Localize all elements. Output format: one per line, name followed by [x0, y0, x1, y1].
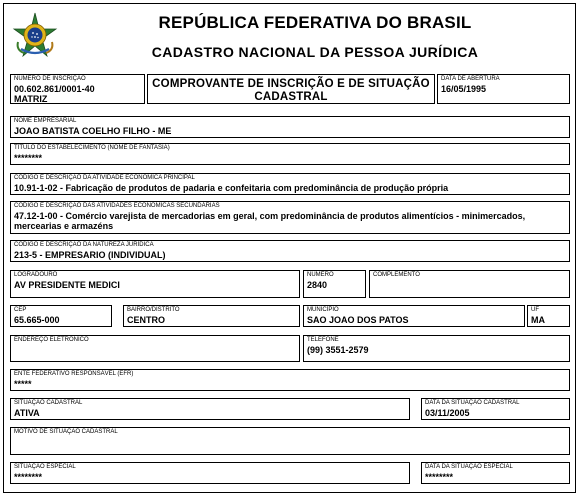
field-label: DATA DE ABERTURA: [441, 76, 500, 82]
field-value: 65.665-000: [14, 315, 60, 325]
field-label: MUNICÍPIO: [307, 307, 339, 313]
field-nome-fantasia: [10, 143, 570, 165]
field-value: 00.602.861/0001-40: [14, 84, 95, 94]
field-label: CÓDIGO E DESCRIÇÃO DA NATUREZA JURÍDICA: [14, 242, 154, 248]
field-label: TÍTULO DO ESTABELECIMENTO (NOME DE FANTASIA): [14, 145, 170, 151]
field-label: ENTE FEDERATIVO RESPONSÁVEL (EFR): [14, 371, 134, 377]
comprovante-line-2: CADASTRAL: [254, 91, 328, 103]
field-label: NÚMERO: [307, 272, 334, 278]
field-value: SAO JOAO DOS PATOS: [307, 315, 409, 325]
field-numero: [303, 270, 366, 298]
field-label: MOTIVO DE SITUAÇÃO CADASTRAL: [14, 429, 118, 435]
field-value: 213-5 - EMPRESARIO (INDIVIDUAL): [14, 250, 166, 260]
field-telefone: [303, 335, 570, 362]
field-label: NÚMERO DE INSCRIÇÃO: [14, 76, 86, 82]
field-value: 16/05/1995: [441, 84, 487, 94]
field-nome-empresarial: [10, 116, 570, 138]
field-label: TELEFONE: [307, 337, 339, 343]
field-label: ENDEREÇO ELETRÔNICO: [14, 337, 89, 343]
field-label: COMPLEMENTO: [373, 272, 420, 278]
brazil-coat-of-arms-icon: [12, 12, 58, 58]
field-atividades-secundarias: [10, 201, 570, 234]
field-value: (99) 3551-2579: [307, 345, 369, 355]
field-label: NOME EMPRESARIAL: [14, 118, 77, 124]
field-label: LOGRADOURO: [14, 272, 58, 278]
field-value: AV PRESIDENTE MEDICI: [14, 280, 120, 290]
field-value: *****: [14, 379, 32, 389]
field-label: CEP: [14, 307, 27, 313]
field-data-situacao-cadastral: [421, 398, 570, 420]
field-natureza-juridica: [10, 240, 570, 262]
field-value: 10.91-1-02 - Fabricação de produtos de padaria e confeitaria com predominância de produção própria: [14, 183, 449, 193]
field-uf: [527, 305, 570, 327]
field-data-situacao-especial: [421, 462, 570, 484]
field-value: MA: [531, 315, 545, 325]
field-label: CÓDIGO E DESCRIÇÃO DAS ATIVIDADES ECONÔMICAS SECUNDÁRIAS: [14, 203, 220, 209]
field-label: SITUAÇÃO CADASTRAL: [14, 400, 83, 406]
field-atividade-principal: [10, 173, 570, 195]
field-endereco-eletronico: [10, 335, 300, 362]
field-data-abertura: [437, 74, 570, 104]
field-value-matriz: MATRIZ: [14, 94, 48, 104]
field-value: ********: [14, 153, 43, 163]
field-situacao-cadastral: [10, 398, 410, 420]
field-municipio: [303, 305, 525, 327]
page-subtitle: CADASTRO NACIONAL DA PESSOA JURÍDICA: [151, 44, 479, 60]
field-motivo-situacao: [10, 427, 570, 455]
field-efr: [10, 369, 570, 391]
field-comprovante-title: [147, 74, 435, 104]
field-value: 47.12-1-00 - Comércio varejista de mercadorias em geral, com predominância de produtos alimentícios - minimercados, mercearias e armazéns: [14, 211, 526, 231]
field-label: BAIRRO/DISTRITO: [127, 307, 180, 313]
field-complemento: [369, 270, 570, 298]
field-value: 03/11/2005: [425, 408, 470, 418]
field-label: UF: [531, 307, 539, 313]
field-value: JOAO BATISTA COELHO FILHO - ME: [14, 126, 172, 136]
field-value: ********: [14, 472, 43, 482]
comprovante-line-1: COMPROVANTE DE INSCRIÇÃO E DE SITUAÇÃO: [152, 78, 430, 90]
field-label: CÓDIGO E DESCRIÇÃO DA ATIVIDADE ECONÔMICA PRINCIPAL: [14, 175, 195, 181]
field-value: 2840: [307, 280, 328, 290]
field-logradouro: [10, 270, 300, 298]
field-label: DATA DA SITUAÇÃO ESPECIAL: [425, 464, 513, 470]
field-cep: [10, 305, 112, 327]
field-value: ATIVA: [14, 408, 40, 418]
field-bairro: [123, 305, 300, 327]
field-value: CENTRO: [127, 315, 165, 325]
page-title: REPÚBLICA FEDERATIVA DO BRASIL: [158, 13, 472, 32]
field-numero-inscricao: [10, 74, 145, 104]
field-situacao-especial: [10, 462, 410, 484]
field-label: DATA DA SITUAÇÃO CADASTRAL: [425, 400, 520, 406]
field-value: ********: [425, 472, 454, 482]
field-label: SITUAÇÃO ESPECIAL: [14, 464, 76, 470]
